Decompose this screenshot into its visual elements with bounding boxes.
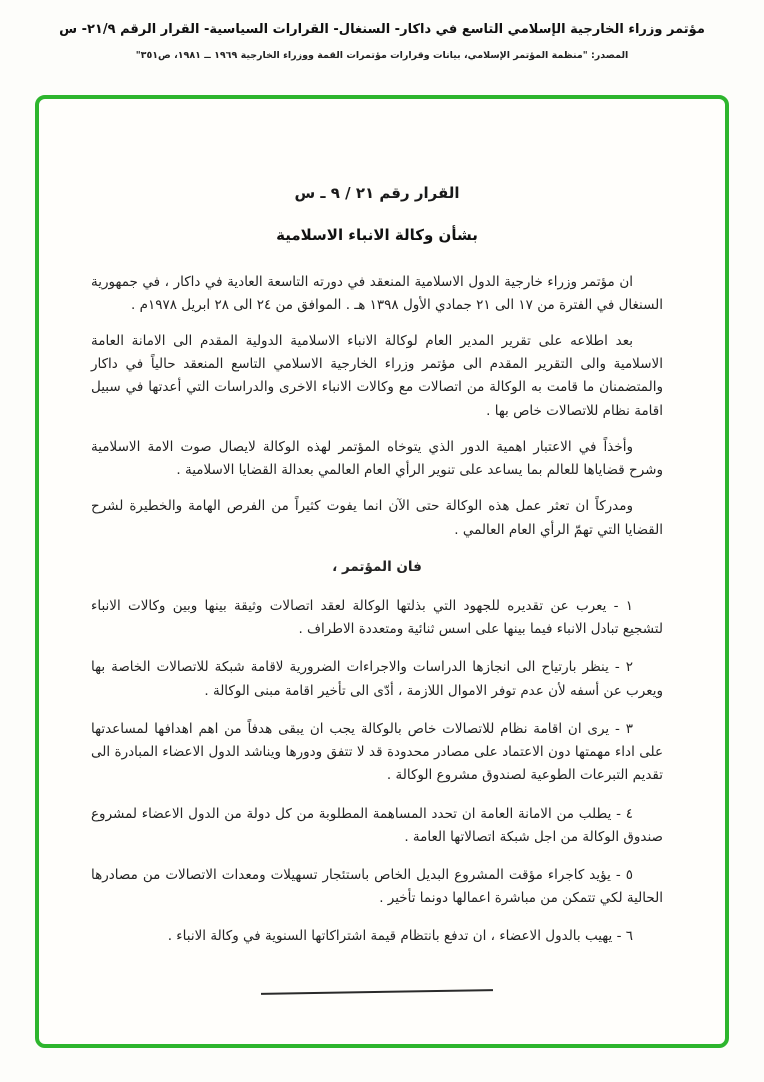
resolution-item-4: ٤ - يطلب من الامانة العامة ان تحدد المساهمة المطلوبة من كل دولة من الدول الاعضاء لمشروع صندوق الوكالة من اجل شبكة اتصالاتها العامة .: [91, 805, 663, 845]
resolution-item-6: ٦ - يهيب بالدول الاعضاء ، ان تدفع بانتظام قيمة اشتراكاتها السنوية في وكالة الانباء .: [167, 928, 633, 945]
resolution-item-2: ٢ - ينظر بارتياح الى انجازها الدراسات والاجراءات الضرورية لاقامة شبكة للاتصالات الخاصة بها ويعرب عن أسفه لأن عدم توفر الاموال اللازمة ، أدّى الى تأخير اقامة مبنى الوكالة .: [91, 659, 663, 699]
preamble-paragraph: ومدركاً ان تعثر عمل هذه الوكالة حتى الآن انما يفوت كثيراً من الفرص الهامة والخطيرة لشرح القضايا التي تهمّ الرأي العام العالمي .: [91, 498, 663, 538]
operative-intro: فان المؤتمر ،: [332, 558, 422, 575]
scanned-page-frame: [35, 95, 729, 1048]
header-source-line: المصدر: "منظمة المؤتمر الإسلامي، بيانات وقرارات مؤتمرات القمة ووزراء الخارجية ١٩٦٩ ــ ١٩٨١، ص٣٥١": [135, 50, 629, 61]
preamble-paragraph: بعد اطلاعه على تقرير المدير العام لوكالة الانباء الاسلامية الدولية المقدم الى الامانة العامة الاسلامية والى التقرير المقدم الى مؤتمر وزراء الخارجية الاسلامي التاسع المنعقد حالياً في داكار والمتضمنان ما قامت به الوكالة من اتصالات مع وكالات الانباء الاخرى والدراسات التي أعدتها في سبيل اقامة نظام للاتصالات خاص بها .: [91, 333, 663, 419]
resolution-subject: بشأن وكالة الانباء الاسلامية: [276, 225, 478, 244]
resolution-item-5: ٥ - يؤيد كاجراء مؤقت المشروع البديل الخاص باستئجار تسهيلات ومعدات الاتصالات من مصادرها الحالية لكي تتمكن من مباشرة اعمالها دونما تأخير .: [91, 866, 663, 907]
preamble-paragraph: وأخذاً في الاعتبار اهمية الدور الذي يتوخاه المؤتمر لهذه الوكالة لايصال صوت الامة الاسلامية وشرح قضاياها للعالم بما يساعد على تنوير الرأي العام العالمي بعدالة القضايا الاسلامية .: [91, 438, 663, 479]
resolution-item-1: ١ - يعرب عن تقديره للجهود التي بذلتها الوكالة لعقد اتصالات وثيقة بينها وبين وكالات الانباء لتشجيع تبادل الانباء فيما بينها على اسس ثنائية ومتعددة الاطراف .: [91, 598, 663, 638]
header-title: مؤتمر وزراء الخارجية الإسلامي التاسع في داكار- السنغال- القرارات السياسية- القرار الرقم ٢١/٩- س: [59, 22, 705, 37]
scanned-page-content: [39, 99, 725, 993]
resolution-title: القرار رقم ٢١ / ٩ ـ س: [294, 184, 460, 202]
resolution-item-3: ٣ - يرى ان اقامة نظام للاتصالات خاص بالوكالة يجب ان يبقى هدفاً من اهم اهدافها لمساعدتها على اداء مهمتها دون الاعتماد على مصادر محدودة قد لا تتفق ودورها ويناشد الدول الاعضاء المبادرة الى تقديم التبرعات الطوعية لصندوق مشروع الوكالة .: [91, 720, 663, 784]
end-separator-line: [261, 989, 493, 995]
preamble-paragraph: ان مؤتمر وزراء خارجية الدول الاسلامية المنعقد في دورته التاسعة العادية في داكار ، في جمهورية السنغال في الفترة من ١٧ الى ٢١ جمادي الأول ١٣٩٨ هـ . الموافق من ٢٤ الى ٢٨ ابريل ١٩٧٨م .: [91, 273, 663, 313]
header: [0, 0, 764, 61]
